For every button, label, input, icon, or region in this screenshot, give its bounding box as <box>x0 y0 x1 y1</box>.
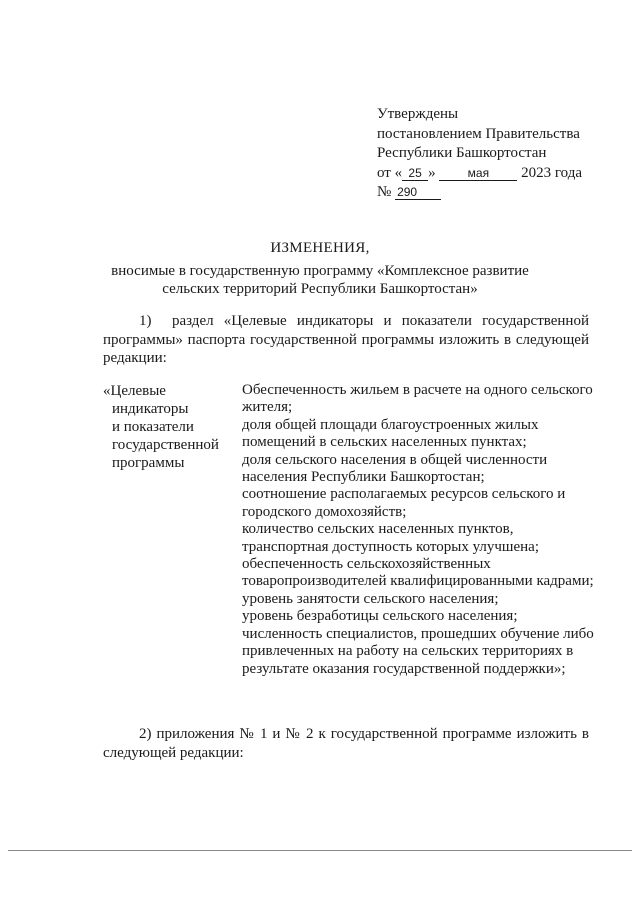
date-year: 2023 года <box>517 164 582 181</box>
indicators-label-line: «Целевые <box>103 383 166 399</box>
amendment-item-2: 2) приложения № 1 и № 2 к государственной программе изложить в следующей редакции: <box>103 726 589 761</box>
indicator-item: Обеспеченность жильем в расчете на одного сельского жителя; <box>242 382 593 416</box>
indicator-item: уровень безработицы сельского населения; <box>242 608 518 625</box>
approval-date <box>377 164 582 184</box>
item-1-number: 1) <box>139 313 152 329</box>
approval-stamp <box>377 105 582 203</box>
date-mid: » <box>428 164 436 181</box>
date-day: 25 <box>402 167 428 181</box>
indicators-label-line: программы <box>112 455 185 471</box>
date-prefix: от « <box>377 164 403 181</box>
indicator-item: количество сельских населенных пунктов, транспортная доступность которых улучшена; <box>242 521 539 555</box>
date-month: мая <box>439 167 517 181</box>
document-subtitle-line1: вносимые в государственную программу «Комплексное развитие <box>111 263 529 279</box>
resolution-number: 290 <box>395 186 441 200</box>
approval-line-resolution: постановлением Правительства <box>377 125 580 142</box>
item-1-text: раздел «Целевые индикаторы и показатели государственной программы» паспорта государственной программы изложить в следующей редакции: <box>103 313 589 366</box>
amendment-item-1 <box>103 312 589 368</box>
number-prefix: № <box>377 184 392 200</box>
indicators-list <box>242 382 597 678</box>
indicator-item: обеспеченность сельскохозяйственных товаропроизводителей квалифицированными кадрами; <box>242 556 594 590</box>
indicators-label-line: индикаторы <box>112 401 189 417</box>
document-subtitle-line2: сельских территорий Республики Башкортостан» <box>162 281 478 297</box>
indicator-item: численность специалистов, прошедших обучение либо привлеченных на работу на сельских территориях в результате оказания государственной поддержки»; <box>242 625 594 677</box>
indicators-label-line: и показатели <box>112 419 194 435</box>
indicator-item: доля общей площади благоустроенных жилых помещений в сельских населенных пунктах; <box>242 416 539 451</box>
page-divider <box>8 850 632 851</box>
indicator-item: уровень занятости сельского населения; <box>242 590 499 607</box>
indicators-label <box>103 382 233 472</box>
approval-line-republic: Республики Башкортостан <box>377 145 547 161</box>
document-title: ИЗМЕНЕНИЯ, <box>270 240 370 256</box>
approval-number <box>377 183 582 203</box>
indicator-item: доля сельского населения в общей численности населения Республики Башкортостан; <box>242 451 548 486</box>
indicators-label-line: государственной <box>112 437 219 453</box>
approval-line-approved: Утверждены <box>377 106 459 122</box>
indicator-item: соотношение располагаемых ресурсов сельского и городского домохозяйств; <box>242 486 566 520</box>
